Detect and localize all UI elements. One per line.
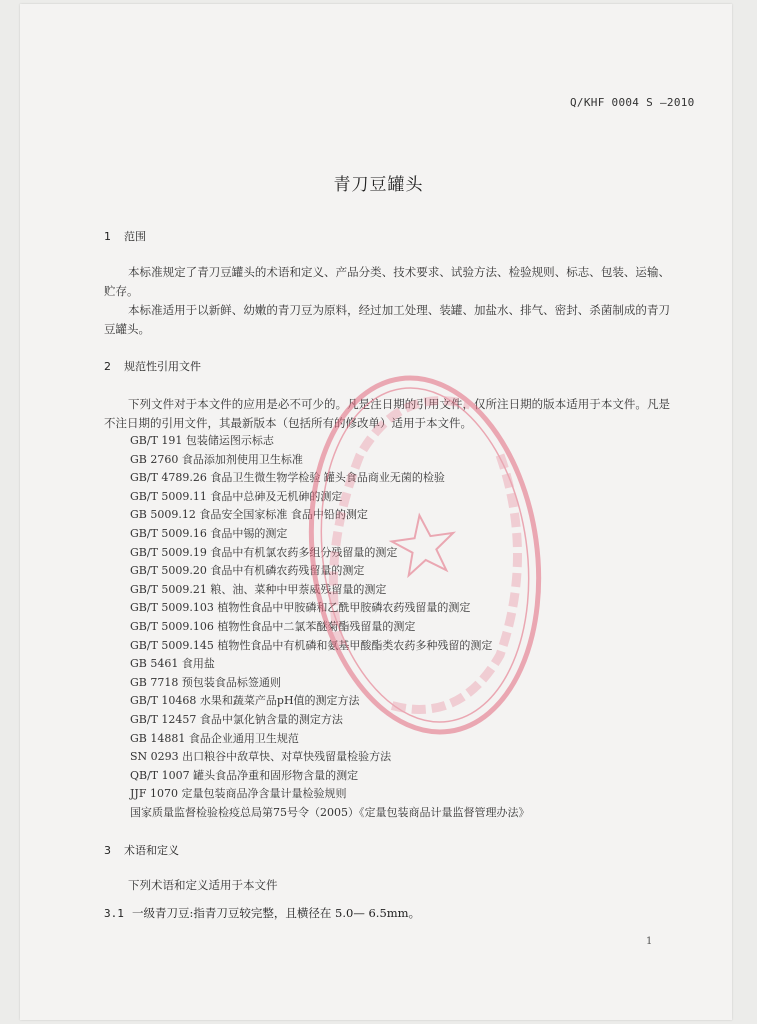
section-title: 范围 <box>124 230 146 243</box>
reference-item: GB/T 5009.21 粮、油、菜种中甲萘威残留量的测定 <box>130 582 387 596</box>
reference-item: GB 14881 食品企业通用卫生规范 <box>130 731 299 745</box>
reference-item: GB/T 5009.103 植物性食品中甲胺磷和乙酰甲胺磷农药残留量的测定 <box>130 601 471 615</box>
section-heading-scope <box>104 228 146 244</box>
reference-item: GB 2760 食品添加剂使用卫生标准 <box>130 452 303 466</box>
section-number: 3 <box>104 844 111 857</box>
references-intro: 下列文件对于本文件的应用是必不可少的。凡是注日期的引用文件，仅所注日期的版本适用于本文件。凡是不注日期的引用文件，其最新版本（包括所有的修改单）适用于本文件。 <box>104 397 670 430</box>
reference-item: GB 5461 食用盐 <box>130 657 215 671</box>
reference-item: GB/T 12457 食品中氯化钠含量的测定方法 <box>130 712 343 726</box>
document-title: 青刀豆罐头 <box>333 175 424 195</box>
reference-item: GB 7718 预包装食品标签通则 <box>130 675 281 689</box>
page-number: 1 <box>646 936 653 947</box>
reference-item: GB/T 5009.106 植物性食品中二氯苯醚菊酯残留量的测定 <box>130 619 416 633</box>
section-title: 规范性引用文件 <box>124 360 201 373</box>
reference-item: QB/T 1007 罐头食品净重和固形物含量的测定 <box>130 768 359 782</box>
term-clause-3-1 <box>104 905 420 921</box>
reference-item: JJF 1070 定量包装商品净含量计量检验规则 <box>130 787 347 801</box>
reference-item: GB/T 5009.16 食品中锡的测定 <box>130 526 288 540</box>
reference-item: GB 5009.12 食品安全国家标准 食品中铅的测定 <box>130 508 368 522</box>
reference-item: GB/T 191 包装储运图示标志 <box>130 434 274 447</box>
reference-item: GB/T 4789.26 食品卫生微生物学检验 罐头食品商业无菌的检验 <box>130 471 445 485</box>
scope-paragraph-1: 本标准规定了青刀豆罐头的术语和定义、产品分类、技术要求、试验方法、检验规则、标志、包装、运输、贮存。 <box>104 265 670 298</box>
document-code: Q/KHF 0004 S —2010 <box>570 96 695 109</box>
clause-text: 一级青刀豆:指青刀豆较完整，且横径在 5.0— 6.5mm。 <box>132 906 421 920</box>
reference-item: GB/T 5009.11 食品中总砷及无机砷的测定 <box>130 489 343 503</box>
section-number: 1 <box>104 230 111 243</box>
reference-item: GB/T 10468 水果和蔬菜产品pH值的测定方法 <box>130 694 360 708</box>
reference-item: SN 0293 出口粮谷中敌草快、对草快残留量检验方法 <box>130 750 392 764</box>
section-title: 术语和定义 <box>124 844 179 857</box>
reference-item: GB/T 5009.20 食品中有机磷农药残留量的测定 <box>130 564 365 578</box>
section-heading-references <box>104 358 201 374</box>
reference-list <box>130 432 670 822</box>
section-heading-terms <box>104 842 179 858</box>
terms-intro: 下列术语和定义适用于本文件 <box>128 878 278 892</box>
reference-item: 国家质量监督检验检疫总局第75号令（2005）《定量包装商品计量监督管理办法》 <box>130 805 530 819</box>
reference-item: GB/T 5009.145 植物性食品中有机磷和氨基甲酸酯类农药多种残留的测定 <box>130 638 493 652</box>
reference-item: GB/T 5009.19 食品中有机氯农药多组分残留量的测定 <box>130 545 398 559</box>
section-number: 2 <box>104 360 111 373</box>
scope-paragraph-2: 本标准适用于以新鲜、幼嫩的青刀豆为原料，经过加工处理、装罐、加盐水、排气、密封、杀菌制成的青刀豆罐头。 <box>104 303 670 336</box>
clause-number: 3.1 <box>104 907 124 920</box>
